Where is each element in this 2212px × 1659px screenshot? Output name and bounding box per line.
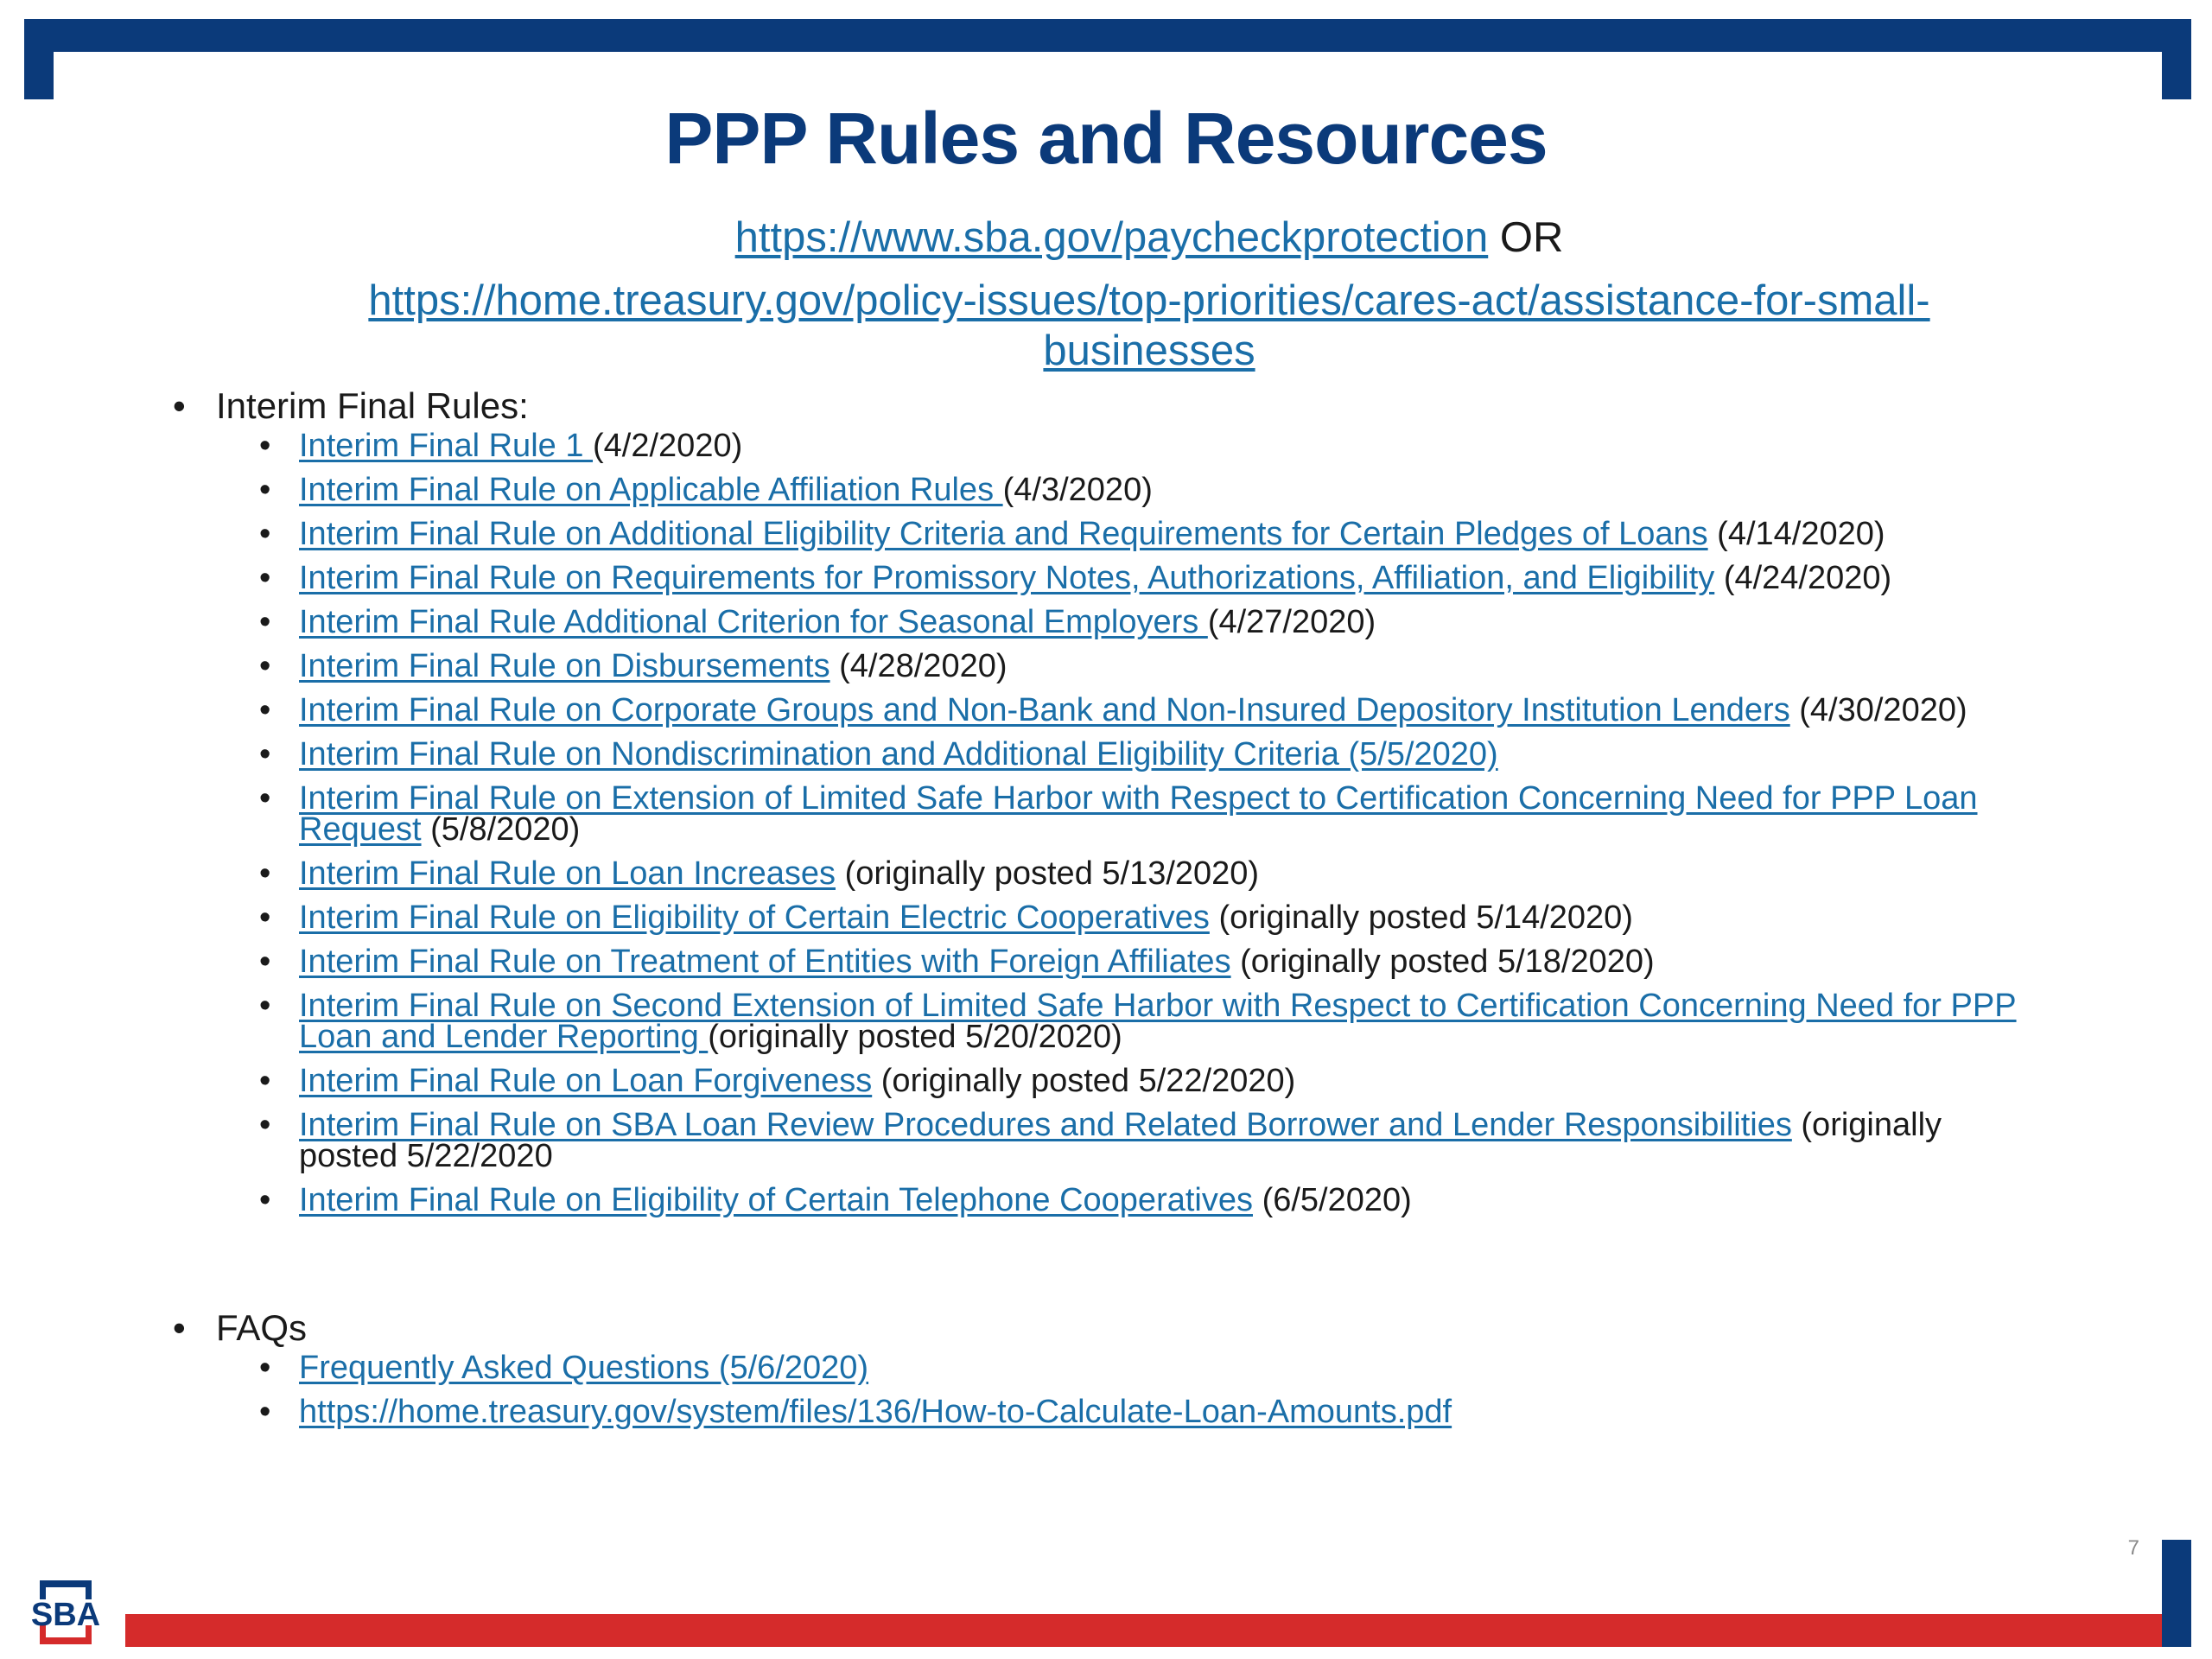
list-item: • https://home.treasury.gov/system/files/136/How-to-Calculate-Loan-Amounts.pdf [259,1394,1452,1430]
list-item: • Interim Final Rule on Eligibility of Certain Telephone Cooperatives (6/5/2020) [259,1182,1412,1218]
list-item: • Interim Final Rule on Extension of Limited Safe Harbor with Respect to Certification Concerning Need for PPP Loan Request (5/8/2020) [259,780,1978,848]
list-item: • Interim Final Rule on Loan Increases (originally posted 5/13/2020) [259,855,1260,892]
faqs-list [259,1352,2039,1440]
rule-date: (6/5/2020) [1262,1182,1412,1218]
rule-date: (4/2/2020) [593,428,743,464]
rule-link[interactable]: Interim Final Rule on Corporate Groups and Non-Bank and Non-Insured Depository Institution Lenders [299,692,1790,728]
rule-link[interactable]: Interim Final Rule on Nondiscrimination and Additional Eligibility Criteria (5/5/2020) [299,736,1498,772]
sba-logo [22,1577,109,1648]
bottom-frame-bar [125,1614,2191,1647]
list-item: • Interim Final Rule on Applicable Affiliation Rules (4/3/2020) [259,472,1153,508]
rule-link[interactable]: Interim Final Rule on SBA Loan Review Procedures and Related Borrower and Lender Responsibilities [299,1107,1792,1143]
rule-link[interactable]: Interim Final Rule on Disbursements [299,648,830,684]
top-left-frame-tab [24,19,54,99]
logo-text: SBA [30,1597,101,1633]
rule-date: (originally posted 5/14/2020) [1218,899,1633,936]
rule-date: (4/24/2020) [1723,560,1892,596]
top-frame-bar [24,19,2191,52]
rule-link[interactable]: Interim Final Rule on Loan Forgiveness [299,1063,873,1099]
faq-link[interactable]: Frequently Asked Questions (5/6/2020) [299,1350,869,1386]
rule-date: (originally posted 5/13/2020) [844,855,1260,892]
list-item: • Interim Final Rule on Eligibility of Certain Electric Cooperatives (originally posted 5/14/2020) [259,899,1633,936]
top-right-frame-tab [2162,19,2191,99]
rule-date: (4/3/2020) [1002,472,1153,508]
rule-link[interactable]: Interim Final Rule 1 [299,428,594,464]
or-text: OR [1499,214,1564,261]
list-item: • Interim Final Rule on Requirements for Promissory Notes, Authorizations, Affiliation, and Eligibility (4/24/2020) [259,560,1892,596]
list-item: • Interim Final Rule on Treatment of Entities with Foreign Affiliates (originally posted 5/18/2020) [259,944,1655,980]
rule-date: (4/28/2020) [839,648,1007,684]
rule-link[interactable]: Interim Final Rule on Treatment of Entities with Foreign Affiliates [299,944,1231,980]
faq-link[interactable]: https://home.treasury.gov/system/files/136/How-to-Calculate-Loan-Amounts.pdf [299,1394,1452,1430]
rule-link[interactable]: Interim Final Rule on Eligibility of Certain Electric Cooperatives [299,899,1210,936]
list-item: • Interim Final Rule on SBA Loan Review Procedures and Related Borrower and Lender Responsibilities (originally posted 5/22/2020 [259,1107,1942,1174]
rule-date: (originally posted 5/18/2020) [1240,944,1655,980]
list-item: • Interim Final Rule Additional Criterion for Seasonal Employers (4/27/2020) [259,604,1376,640]
rule-link[interactable]: Interim Final Rule on Additional Eligibility Criteria and Requirements for Certain Pledges of Loans [299,516,1708,552]
rule-link[interactable]: Interim Final Rule on Extension of Limited Safe Harbor with Respect to Certification Concerning Need for PPP Loan Request [299,780,1978,848]
interim-heading: • Interim Final Rules: [173,385,529,426]
rule-date: (4/30/2020) [1799,692,1967,728]
rule-link[interactable]: Interim Final Rule on Applicable Affiliation Rules [299,472,1003,508]
list-item: • Interim Final Rule on Nondiscrimination and Additional Eligibility Criteria (5/5/2020) [259,736,1498,772]
list-item: • Interim Final Rule on Loan Forgiveness (originally posted 5/22/2020) [259,1063,1296,1099]
list-item: • Interim Final Rule on Corporate Groups and Non-Bank and Non-Insured Depository Institution Lenders (4/30/2020) [259,692,1967,728]
rule-date: (5/8/2020) [430,811,581,848]
rule-link[interactable]: Interim Final Rule on Requirements for Promissory Notes, Authorizations, Affiliation, and Eligibility [299,560,1715,596]
rule-link[interactable]: Interim Final Rule on Loan Increases [299,855,836,892]
list-item: • Frequently Asked Questions (5/6/2020) [259,1350,869,1386]
resource-links [242,213,2056,376]
page-title: PPP Rules and Resources [664,98,1548,179]
page-number: 7 [2127,1536,2139,1560]
sba-link[interactable]: https://www.sba.gov/paycheckprotection [734,214,1489,261]
list-item: • Interim Final Rule on Second Extension of Limited Safe Harbor with Respect to Certification Concerning Need for PPP Loan and Lender Reporting (originally posted 5/20/2020) [259,988,2017,1055]
interim-rules-list [259,430,2039,1229]
rule-date: (originally posted 5/22/2020) [880,1063,1296,1099]
rule-link[interactable]: Interim Final Rule Additional Criterion for Seasonal Employers [299,604,1208,640]
list-item: • Interim Final Rule on Additional Eligibility Criteria and Requirements for Certain Pledges of Loans (4/14/2020) [259,516,1885,552]
treasury-link[interactable]: https://home.treasury.gov/policy-issues/top-priorities/cares-act/assistance-for-small-businesses [368,276,1930,374]
list-item: • Interim Final Rule on Disbursements (4/28/2020) [259,648,1007,684]
rule-date: (4/27/2020) [1207,604,1376,640]
rule-link[interactable]: Interim Final Rule on Second Extension of Limited Safe Harbor with Respect to Certification Concerning Need for PPP Loan and Lender Reporting [299,988,2017,1055]
rule-link[interactable]: Interim Final Rule on Eligibility of Certain Telephone Cooperatives [299,1182,1253,1218]
list-item: • Interim Final Rule 1 (4/2/2020) [259,428,743,464]
faqs-heading: • FAQs [173,1307,308,1348]
rule-date: (originally posted 5/22/2020 [299,1107,1942,1174]
rule-date: (4/14/2020) [1717,516,1885,552]
rule-date: (originally posted 5/20/2020) [708,1019,1122,1055]
bottom-right-frame-tab [2162,1540,2191,1647]
